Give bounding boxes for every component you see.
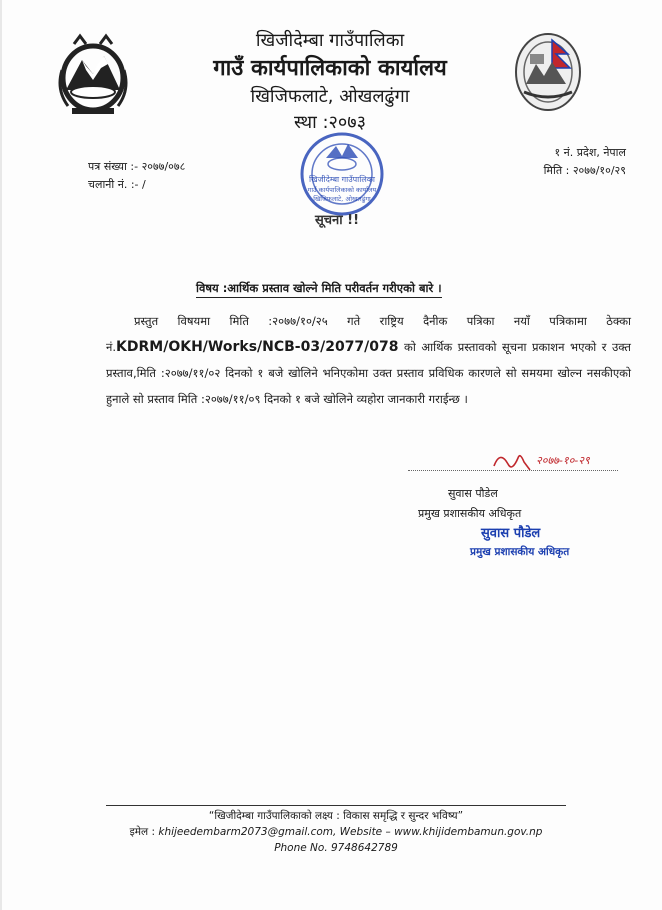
footer-phone: Phone No. 9748642789 <box>274 842 398 854</box>
stamp-text-1: खिजीदेम्बा गाउँपालिका <box>309 175 375 184</box>
letter-meta-left <box>88 158 185 194</box>
subject-line: विषय :आर्थिक प्रस्ताव खोल्ने मिति परीवर्तन गरीएको बारे । <box>196 281 442 298</box>
footer-motto: “खिजीदेम्बा गाउँपालिकाको लक्ष्य : विकास समृद्धि र सुन्दर भविष्य” <box>208 810 464 822</box>
footer <box>106 808 566 856</box>
office-stamp-icon <box>296 128 388 220</box>
letter-number: पत्र संख्या :- २०७७/०७८ <box>88 160 186 173</box>
footer-contact <box>106 824 566 840</box>
footer-divider <box>106 805 566 806</box>
nepal-emblem-icon <box>52 30 134 116</box>
scan-edge <box>0 0 2 910</box>
office-address: खिजिफलाटे, ओखलढुंगा <box>250 86 410 107</box>
tender-reference: KDRM/OKH/Works/NCB-03/2077/078 <box>116 339 399 355</box>
municipality-name: खिजीदेम्बा गाउँपालिका <box>255 30 405 51</box>
municipality-logo-icon <box>512 30 584 112</box>
notice-title: सूचना !! <box>315 213 360 228</box>
handwritten-signature-icon <box>490 446 620 476</box>
signature-stamp-title: प्रमुख प्रशासकीय अधिकृत <box>470 546 570 558</box>
dispatch-number: चलानी नं. :- / <box>88 178 146 191</box>
footer-email-website: khijeedembarm2073@gmail.com, Website – www.khijidembamun.gov.np <box>158 826 543 838</box>
signatory-title: प्रमुख प्रशासकीय अधिकृत <box>418 507 522 520</box>
letter-date: मिति : २०७७/१०/२९ <box>543 164 626 177</box>
letter-body <box>106 308 631 412</box>
letterhead <box>170 28 490 136</box>
footer-email-label: इमेल : <box>129 826 159 838</box>
signature-line <box>408 470 618 471</box>
signature-stamp-name: सुवास पौडेल <box>481 526 541 541</box>
signatory-name: सुवास पौडेल <box>448 487 498 500</box>
body-part-1: प्रस्तुत विषयमा मिति :२०७७/१०/२५ गते राष्ट्रिय दैनीक पत्रिका नयाँ पत्रिकामा ठेक्का नं. <box>106 314 631 354</box>
signature-date: २०७७-१०-२९ <box>536 454 590 467</box>
office-name: गाउँ कार्यपालिकाको कार्यालय <box>213 56 447 81</box>
body-part-2: को आर्थिक प्रस्तावको सूचना प्रकाशन भएको र उक्त प्रस्ताव,मिति :२०७७/११/०२ दिनको १ बजे खोलिने भनिएकोमा उक्त प्रस्ताव प्रविधिक कारणले सो समयमा खोल्न नसकीएको हुनाले सो प्रस्ताव मिति :२०७७/११/०९ दिनको १ बजे खोलिने व्यहोरा जानकारी गराईन्छ । <box>106 340 631 406</box>
established-year: स्था :२०७३ <box>293 112 367 133</box>
stamp-text-3: खिजिफलाटे, ओखलढुंगा <box>313 195 371 203</box>
province: १ नं. प्रदेश, नेपाल <box>554 146 626 159</box>
letter-meta-right <box>480 144 626 180</box>
stamp-text-2: गाउँ कार्यपालिकाको कार्यालय <box>307 186 377 194</box>
